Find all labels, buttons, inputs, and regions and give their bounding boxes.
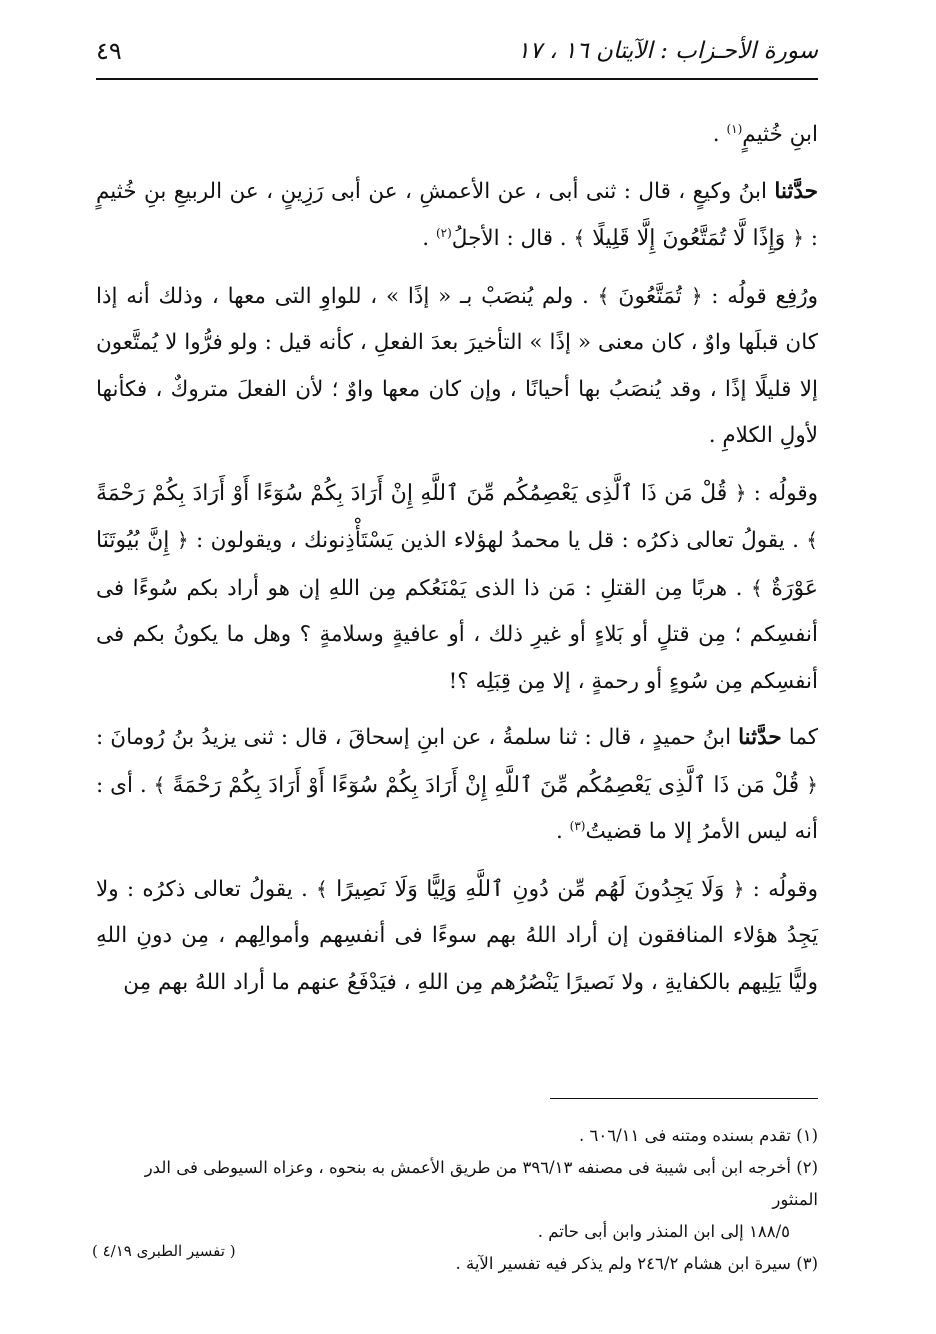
page-number: ٤٩: [96, 37, 122, 65]
quran-open-bracket: ﴿: [690, 283, 703, 308]
paragraph-end: .: [422, 226, 436, 251]
paragraph-2: [96, 169, 818, 263]
footnote-marker: (٢): [435, 225, 452, 240]
narration-lead: حدَّثنا: [738, 725, 782, 750]
footnote-3: (٣) سيرة ابن هشام ٢٤٦/٢ ولم يذكر فيه تفسير الآية .: [455, 1254, 818, 1273]
quran-close-bracket: ﴾: [153, 772, 166, 797]
paragraph-1: [96, 112, 818, 159]
paragraph-text: كما: [781, 725, 818, 750]
paragraph-text: وقولُه :: [744, 876, 818, 902]
header-rule: [96, 78, 818, 80]
paragraph-text: . يقولُ تعالى ذكرُه : قل يا محمدُ لهؤلاء الذين يَسْتَأْذِنونك ، ويقولون :: [188, 528, 807, 553]
quran-quote: وَلَا يَجِدُونَ لَهُم مِّن دُونِ ٱللَّهِ وَلِيًّا وَلَا نَصِيرًا: [327, 876, 733, 902]
footnote-2: (٢) أخرجه ابن أبى شيبة فى مصنفه ٣٩٦/١٣ من طريق الأعمش به بنحوه ، وعزاه السيوطى فى الدر المنثور: [144, 1158, 818, 1209]
quran-close-bracket: ﴾: [806, 528, 818, 552]
quran-close-bracket: ﴾: [316, 876, 328, 901]
paragraph-text: ابنِ خُثيمٍ: [742, 122, 818, 147]
quran-quote: إِنَّ بُيُوتَنَا عَوْرَةٌ: [96, 528, 818, 601]
quran-open-bracket: ﴿: [732, 876, 745, 901]
footnote-rule: [550, 1098, 818, 1099]
narration-lead: حدَّثنا: [774, 178, 818, 204]
paragraph-4: [96, 470, 818, 706]
paragraph-6: [96, 866, 818, 1007]
paragraph-5: [96, 715, 818, 856]
quran-open-bracket: ﴿: [734, 480, 747, 505]
paragraph-text: . ولم يُنصَبْ بـ « إذًا » ، للواوِ التى معها ، وذلك أنه إذا كان قبلَها واوٌ ، كان معنى « إذًا » التأخيرَ بعدَ الفعلِ ، كأنه قيل : ولو فرُّوا لا يُمتَّعون إلا قليلًا إذًا ، وقد يُنصَبُ بها أحيانًا ، وإن كان معها واوٌ ؛ لأن الفعلَ متروكٌ ، فكأنها لأولِ الكلامِ .: [96, 283, 818, 448]
quran-close-bracket: ﴾: [597, 283, 610, 308]
quran-quote: قُلْ مَن ذَا ٱلَّذِى يَعْصِمُكُم مِّنَ ٱللَّهِ إِنْ أَرَادَ بِكُمْ سُوٓءًا أَوْ أَرَادَ بِكُمْ رَحْمَةً: [96, 480, 735, 506]
paragraph-end: .: [712, 122, 727, 147]
quran-close-bracket: ﴾: [750, 575, 763, 600]
paragraph-end: .: [555, 819, 570, 844]
page-header: [96, 28, 818, 74]
header-title: سورة الأحـزاب : الآيتان ١٦ ، ١٧: [517, 38, 818, 64]
paragraph-text: . يقولُ تعالى ذكرُه : ولا يَجِدُ هؤلاء المنافقون إن أراد اللهُ بهم سوءًا فى أنفسِهم وأموالِهم ، مِن دونِ اللهِ وليًّا يَلِيهم بالكفايةِ ، ولا نَصيرًا يَنْصُرُهم مِن اللهِ ، فيَدْفَعُ عنهم ما أراد اللهُ بهم مِن: [96, 876, 818, 995]
footnote-marker: (٣): [569, 818, 586, 833]
volume-tag: ( تفسير الطبرى ٤/١٩ ): [92, 1242, 236, 1260]
paragraph-3: [96, 273, 818, 460]
quran-quote: تُمَتَّعُونَ: [609, 283, 691, 309]
paragraph-text: ورُفِع قولُه :: [702, 283, 818, 309]
footnote-marker: (١): [726, 121, 743, 136]
quran-quote: وَإِذًا لَّا تُمَتَّعُونَ إِلَّا قَلِيلًا: [585, 226, 793, 251]
paragraph-text: . قال : الأجلُ: [451, 226, 574, 251]
paragraph-text: وقولُه :: [746, 480, 818, 506]
quran-close-bracket: ﴾: [573, 226, 586, 250]
footnote-1: (١) تقدم بسنده ومتنه فى ٦٠٦/١١ .: [578, 1126, 818, 1145]
quran-open-bracket: ﴿: [792, 226, 804, 250]
quran-quote: قُلْ مَن ذَا ٱلَّذِى يَعْصِمُكُم مِّنَ ٱللَّهِ إِنْ أَرَادَ بِكُمْ سُوٓءًا أَوْ أَرَادَ بِكُمْ رَحْمَةً: [165, 772, 807, 798]
quran-open-bracket: ﴿: [806, 772, 819, 797]
paragraph-text: ابنُ حميدٍ ، قال : ثنا سلمةُ ، عن ابنِ إسحاقَ ، قال : ثنى يزيدُ بنُ رُومانَ :: [96, 725, 739, 750]
footnote-2-continued: ١٨٨/٥ إلى ابن المنذر وابن أبى حاتم .: [537, 1222, 790, 1241]
main-text: [96, 112, 818, 1016]
quran-open-bracket: ﴿: [176, 528, 189, 552]
paragraph-text: ابنُ وكيعٍ ، قال : ثنى أبى ، عن الأعمشِ ، عن أبى رَزِينٍ ، عن الربيعِ بنِ خُثيمٍ :: [96, 178, 818, 251]
paragraph-text: . هربًا مِن القتلِ : مَن ذا الذى يَمْنَعُكم مِن اللهِ إن هو أراد بكم سُوءًا فى أنفسِكم ؛ مِن قتلٍ أو بَلاءٍ أو غيرِ ذلك ، أو عافيةٍ وسلامةٍ ؟ وهل ما يكونُ بكم فى أنفسِكم مِن سُوءٍ أو رحمةٍ ، إلا مِن قِبَلِه ؟!: [96, 575, 818, 694]
paragraph-text: . أى : أنه ليس الأمرُ إلا ما قضيتُ: [96, 772, 818, 844]
